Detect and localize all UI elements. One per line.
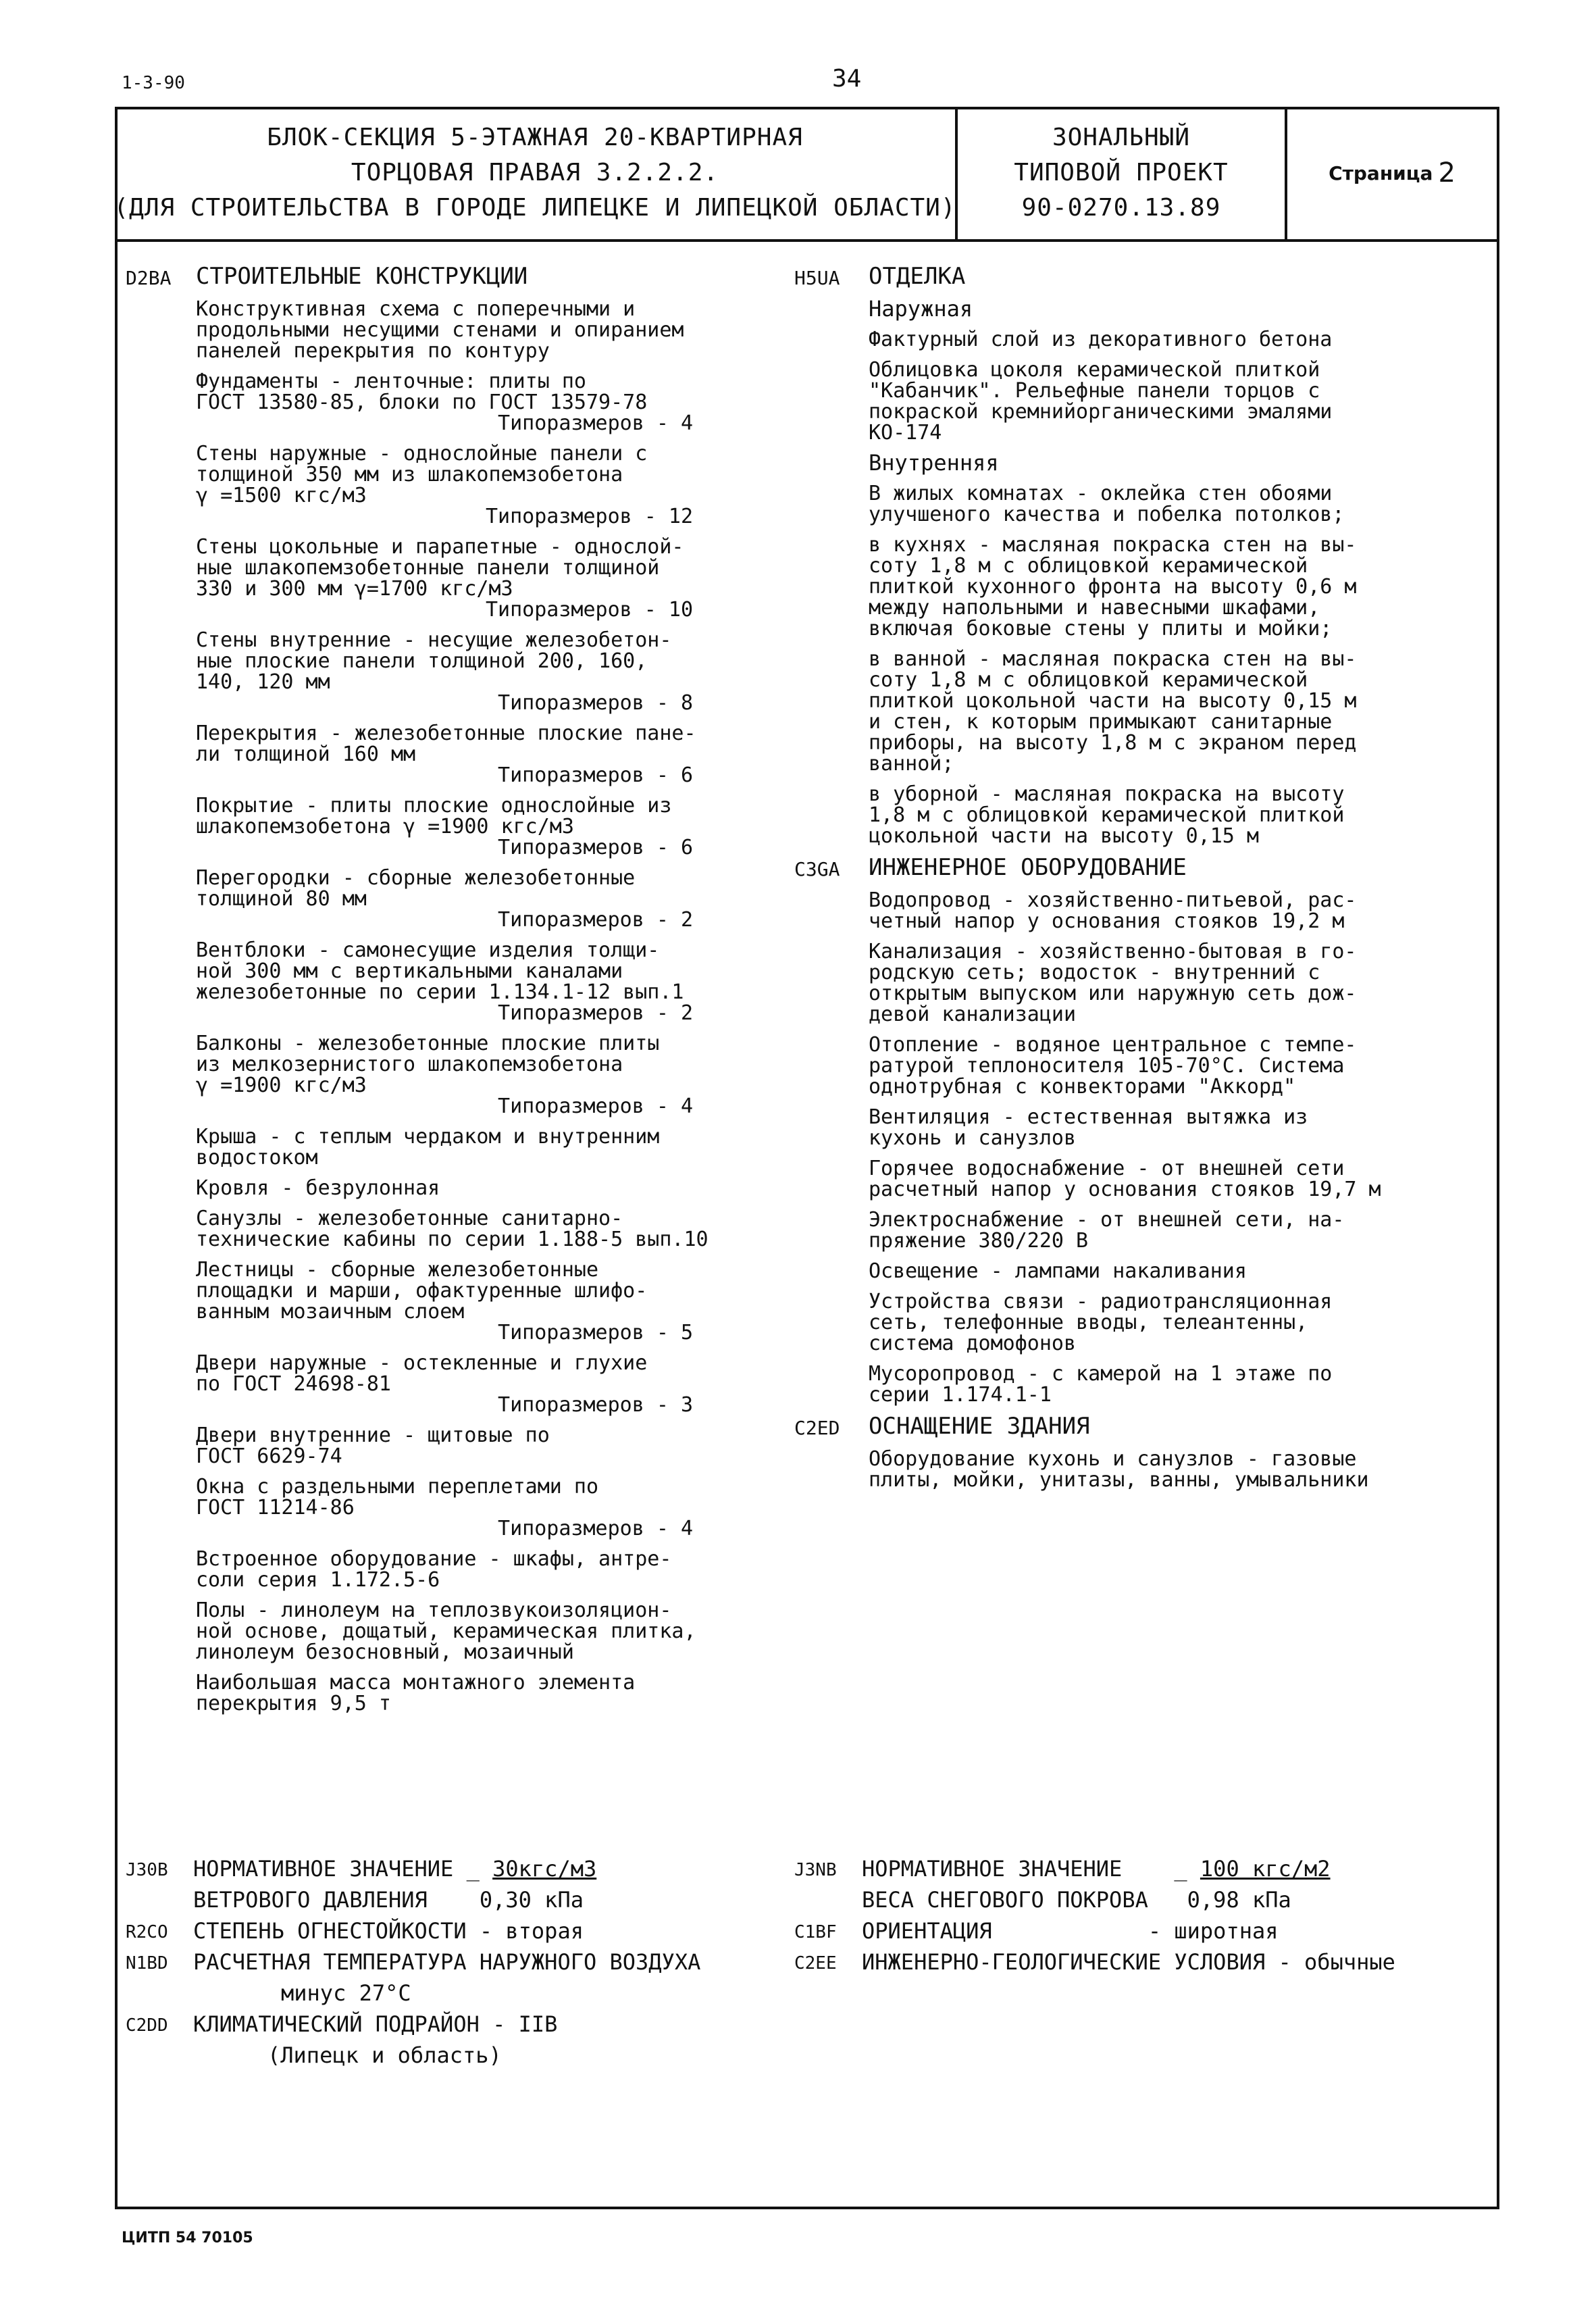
list-item bbox=[196, 299, 774, 361]
item-text: Перегородки - сборные железобетонные толщиной 80 мм bbox=[196, 866, 636, 911]
list-item bbox=[869, 329, 1476, 350]
norm-label: ВЕСА СНЕГОВОГО ПОКРОВА bbox=[862, 1887, 1148, 1913]
item-count: Типоразмеров - 8 bbox=[498, 691, 693, 715]
list-item bbox=[196, 795, 774, 858]
item-count: Типоразмеров - 4 bbox=[498, 411, 693, 435]
item-count: Типоразмеров - 2 bbox=[498, 1001, 693, 1025]
section-code: C2ED bbox=[794, 1417, 840, 1439]
norm-label: ОРИЕНТАЦИЯ bbox=[862, 1918, 992, 1944]
project-line: ЗОНАЛЬНЫЙ bbox=[1052, 124, 1191, 151]
norm-value: 0,98 кПа bbox=[1187, 1887, 1291, 1913]
title-line: БЛОК-СЕКЦИЯ 5-ЭТАЖНАЯ 20-КВАРТИРНАЯ bbox=[267, 124, 803, 151]
finishing-internal-list bbox=[794, 483, 1476, 847]
item-count: Типоразмеров - 2 bbox=[498, 908, 693, 932]
item-text: Санузлы - железобетонные санитарно- технические кабины по серии 1.188-5 вып.10 bbox=[196, 1207, 709, 1251]
item-text: Стены внутренние - несущие железобетон- ные плоские панели толщиной 200, 160, 140, 120 мм bbox=[196, 628, 672, 694]
item-text: Кровля - безрулонная bbox=[196, 1176, 440, 1200]
list-item bbox=[196, 1672, 774, 1714]
section-title: ИНЖЕНЕРНОЕ ОБОРУДОВАНИЕ bbox=[869, 854, 1187, 881]
list-item bbox=[869, 1107, 1476, 1149]
item-count: Типоразмеров - 6 bbox=[498, 836, 693, 859]
norm-code: C2DD bbox=[126, 2015, 168, 2036]
list-item bbox=[869, 1449, 1476, 1490]
norm-value: 100 кгс/м2 bbox=[1200, 1856, 1331, 1882]
item-text: Мусоропровод - с камерой на 1 этаже по серии 1.174.1-1 bbox=[869, 1362, 1333, 1407]
section-title: ОСНАЩЕНИЕ ЗДАНИЯ bbox=[869, 1413, 1090, 1440]
norm-label: НОРМАТИВНОЕ ЗНАЧЕНИЕ bbox=[193, 1856, 454, 1882]
norm-code: R2CO bbox=[126, 1922, 168, 1942]
item-text: Вентиляция - естественная вытяжка из кухонь и санузлов bbox=[869, 1105, 1308, 1150]
list-item bbox=[869, 483, 1476, 525]
norms-left bbox=[126, 1857, 774, 2074]
sheet-label: Страница bbox=[1329, 161, 1433, 184]
norm-label: НОРМАТИВНОЕ ЗНАЧЕНИЕ bbox=[862, 1856, 1123, 1882]
list-item bbox=[196, 723, 774, 786]
list-item bbox=[869, 1158, 1476, 1200]
geology-row bbox=[794, 1950, 1483, 1981]
norm-text: ИНЖЕНЕРНО-ГЕОЛОГИЧЕСКИЕ УСЛОВИЯ - обычные bbox=[862, 1949, 1395, 1975]
item-text: Конструктивная схема с поперечными и продольными несущими стенами и опиранием панелей перекрытия по контуру bbox=[196, 297, 684, 363]
item-text: Лестницы - сборные железобетонные площадки и марши, офактуренные шлифо- ванным мозаичным слоем bbox=[196, 1258, 648, 1324]
list-item bbox=[869, 1363, 1476, 1405]
list-item bbox=[869, 941, 1476, 1025]
document-code: 1-3-90 bbox=[122, 73, 185, 93]
list-item bbox=[869, 784, 1476, 847]
sheet-value: 2 bbox=[1438, 157, 1456, 188]
sheet-cell bbox=[1287, 107, 1497, 239]
list-item bbox=[869, 1034, 1476, 1097]
fire-row bbox=[126, 1919, 774, 1950]
item-text: Канализация - хозяйственно-бытовая в го- родскую сеть; водосток - внутренний с открытым выпуском или наружную сеть дож- девой канализации bbox=[869, 940, 1357, 1026]
list-item bbox=[869, 1291, 1476, 1354]
norm-code: C2EE bbox=[794, 1953, 837, 1973]
section-header bbox=[126, 265, 774, 299]
item-text: В жилых комнатах - оклейка стен обоями улучшеного качества и побелка потолков; bbox=[869, 482, 1345, 526]
norm-value: 30кгс/м3 bbox=[492, 1856, 597, 1882]
section-title: ОТДЕЛКА bbox=[869, 263, 966, 290]
section-title: СТРОИТЕЛЬНЫЕ КОНСТРУКЦИИ bbox=[196, 263, 528, 290]
item-text: Балконы - железобетонные плоские плиты из мелкозернистого шлакопемзобетона γ =1900 кгс/м3 bbox=[196, 1032, 660, 1097]
item-text: Полы - линолеум на теплозвукоизоляцион- ной основе, дощатый, керамическая плитка, линолеум безосновный, мозаичный bbox=[196, 1599, 696, 1664]
list-item bbox=[869, 649, 1476, 774]
item-text: Устройства связи - радиотрансляционная сеть, телефонные вводы, телеантенны, система домофонов bbox=[869, 1290, 1333, 1355]
temperature-row bbox=[126, 1981, 774, 2012]
norms-right bbox=[794, 1857, 1483, 1981]
list-item bbox=[196, 1126, 774, 1168]
item-count: Типоразмеров - 4 bbox=[498, 1517, 693, 1540]
item-count: Типоразмеров - 4 bbox=[498, 1095, 693, 1118]
section-header bbox=[794, 265, 1476, 299]
temperature-row bbox=[126, 1950, 774, 1981]
item-count: Типоразмеров - 6 bbox=[498, 763, 693, 787]
norm-code: J3NB bbox=[794, 1860, 837, 1880]
orientation-row bbox=[794, 1919, 1483, 1950]
list-item bbox=[196, 371, 774, 434]
norm-text: КЛИМАТИЧЕСКИЙ ПОДРАЙОН - IIВ bbox=[193, 2011, 558, 2037]
title-cell bbox=[115, 107, 958, 239]
wind-norm-row bbox=[126, 1888, 774, 1919]
norm-text bbox=[193, 1888, 584, 1912]
snow-norm-row bbox=[794, 1888, 1483, 1919]
section-header bbox=[794, 1415, 1476, 1449]
right-column bbox=[794, 265, 1476, 1500]
section-code: C3GA bbox=[794, 858, 840, 880]
item-text: Электроснабжение - от внешней сети, на- пряжение 380/220 В bbox=[869, 1208, 1345, 1253]
list-item bbox=[869, 359, 1476, 443]
norm-text bbox=[862, 1919, 1279, 1943]
list-item bbox=[196, 1549, 774, 1590]
constructions-list bbox=[126, 299, 774, 1714]
item-text: Фундаменты - ленточные: плиты по ГОСТ 13580-85, блоки по ГОСТ 13579-78 bbox=[196, 370, 648, 414]
item-text: Стены наружные - однослойные панели с толщиной 350 мм из шлакопемзобетона γ =1500 кгс/м3 bbox=[196, 442, 648, 507]
wind-norm-row bbox=[126, 1857, 774, 1888]
item-text: в ванной - масляная покраска стен на вы- соту 1,8 м с облицовкой керамической плиткой цокольной части на высоту 0,15 м и стен, к которым примыкают санитарные приборы, на высоту 1,8 м с экраном перед ванной; bbox=[869, 647, 1357, 776]
norm-text: НОРМАТИВНОЕ ЗНАЧЕНИЕ _ 100 кгс/м2 bbox=[862, 1856, 1331, 1882]
item-count: Типоразмеров - 10 bbox=[485, 598, 693, 622]
section-code: D2BA bbox=[126, 267, 172, 289]
norm-text: минус 27°С bbox=[281, 1980, 411, 2006]
item-text: в уборной - масляная покраска на высоту 1,8 м с облицовкой керамической плиткой цокольной части на высоту 0,15 м bbox=[869, 782, 1345, 848]
list-item bbox=[869, 1261, 1476, 1282]
item-text: Покрытие - плиты плоские однослойные из шлакопемзобетона γ =1900 кгс/м3 bbox=[196, 794, 672, 838]
norm-text: (Липецк и область) bbox=[267, 2042, 502, 2068]
list-item bbox=[196, 940, 774, 1024]
item-text: Стены цокольные и парапетные - однослой- ные шлакопемзобетонные панели толщиной 330 и 300 мм γ=1700 кгс/м3 bbox=[196, 535, 684, 601]
project-line: 90-0270.13.89 bbox=[1021, 194, 1221, 222]
item-text: Наибольшая масса монтажного элемента перекрытия 9,5 т bbox=[196, 1671, 636, 1715]
item-count: Типоразмеров - 12 bbox=[485, 505, 693, 528]
list-item bbox=[196, 1208, 774, 1250]
list-item bbox=[869, 1209, 1476, 1251]
section-header bbox=[794, 856, 1476, 890]
list-item bbox=[869, 534, 1476, 639]
climate-row bbox=[126, 2043, 774, 2074]
norm-label: ВЕТРОВОГО ДАВЛЕНИЯ bbox=[193, 1887, 428, 1913]
engineering-list bbox=[794, 890, 1476, 1405]
finishing-external-list bbox=[794, 329, 1476, 443]
norm-code: J30B bbox=[126, 1860, 168, 1880]
norm-text: НОРМАТИВНОЕ ЗНАЧЕНИЕ _ 30кгс/м3 bbox=[193, 1856, 597, 1882]
list-item bbox=[196, 536, 774, 620]
item-text: Окна с раздельными переплетами по ГОСТ 11214-86 bbox=[196, 1475, 599, 1519]
title-block bbox=[115, 107, 1499, 242]
item-text: Фактурный слой из декоративного бетона bbox=[869, 328, 1333, 351]
list-item bbox=[196, 1600, 774, 1663]
list-item bbox=[196, 443, 774, 527]
section-code: H5UA bbox=[794, 267, 840, 289]
item-text: Двери внутренние - щитовые по ГОСТ 6629-74 bbox=[196, 1424, 550, 1468]
item-text: Отопление - водяное центральное с темпе- ратурой теплоносителя 105-70°С. Система однотрубная с конвекторами "Аккорд" bbox=[869, 1033, 1357, 1099]
list-item bbox=[196, 630, 774, 713]
list-item bbox=[869, 890, 1476, 932]
item-text: Освещение - лампами накаливания bbox=[869, 1259, 1247, 1283]
list-item bbox=[196, 867, 774, 930]
norm-code: N1BD bbox=[126, 1953, 168, 1973]
printer-mark: ЦИТП 54 70105 bbox=[122, 2230, 253, 2246]
project-line: ТИПОВОЙ ПРОЕКТ bbox=[1014, 159, 1229, 186]
list-item bbox=[196, 1033, 774, 1117]
norm-text: РАСЧЕТНАЯ ТЕМПЕРАТУРА НАРУЖНОГО ВОЗДУХА bbox=[193, 1949, 701, 1975]
list-item bbox=[196, 1259, 774, 1343]
norm-value: 0,30 кПа bbox=[479, 1887, 584, 1913]
norm-code: C1BF bbox=[794, 1922, 837, 1942]
item-text: Встроенное оборудование - шкафы, антре- соли серия 1.172.5-6 bbox=[196, 1547, 672, 1592]
item-text: Оборудование кухонь и санузлов - газовые плиты, мойки, унитазы, ванны, умывальники bbox=[869, 1447, 1369, 1492]
constructions-section bbox=[126, 265, 774, 1724]
list-item bbox=[196, 1353, 774, 1415]
item-text: Двери наружные - остекленные и глухие по ГОСТ 24698-81 bbox=[196, 1351, 648, 1396]
project-cell bbox=[958, 107, 1287, 239]
item-text: Вентблоки - самонесущие изделия толщи- ной 300 мм с вертикальными каналами железобетонные по серии 1.134.1-12 вып.1 bbox=[196, 938, 684, 1004]
item-text: в кухнях - масляная покраска стен на вы- соту 1,8 м с облицовкой керамической плиткой кухонного фронта на высоту 0,6 м между напольными и навесными шкафами, включая боковые стены у плиты и мойки; bbox=[869, 533, 1357, 640]
item-count: Типоразмеров - 3 bbox=[498, 1393, 693, 1417]
item-text: Горячее водоснабжение - от внешней сети расчетный напор у основания стояков 19,7 м bbox=[869, 1157, 1381, 1201]
list-item bbox=[196, 1425, 774, 1467]
title-line: ТОРЦОВАЯ ПРАВАЯ 3.2.2.2. bbox=[351, 159, 719, 186]
snow-norm-row bbox=[794, 1857, 1483, 1888]
list-item bbox=[196, 1178, 774, 1199]
page-number: 34 bbox=[832, 65, 862, 93]
list-item bbox=[196, 1476, 774, 1539]
finishing-internal-label: Внутренняя bbox=[869, 450, 999, 476]
climate-row bbox=[126, 2012, 774, 2043]
item-text: Крыша - с теплым чердаком и внутренним водостоком bbox=[196, 1125, 660, 1169]
finishing-external-label: Наружная bbox=[869, 296, 973, 322]
item-count: Типоразмеров - 5 bbox=[498, 1321, 693, 1344]
item-text: Облицовка цоколя керамической плиткой "Кабанчик". Рельефные панели торцов с покраской кремнийорганическими эмалями КО-174 bbox=[869, 358, 1333, 445]
item-text: Водопровод - хозяйственно-питьевой, рас- четный напор у основания стояков 19,2 м bbox=[869, 888, 1357, 933]
title-line: (ДЛЯ СТРОИТЕЛЬСТВА В ГОРОДЕ ЛИПЕЦКЕ И ЛИПЕЦКОЙ ОБЛАСТИ) bbox=[113, 194, 956, 222]
norm-text bbox=[862, 1888, 1291, 1912]
norm-value: - широтная bbox=[1148, 1918, 1279, 1944]
norm-text: СТЕПЕНЬ ОГНЕСТОЙКОСТИ - вторая bbox=[193, 1918, 584, 1944]
item-text: Перекрытия - железобетонные плоские пане- ли толщиной 160 мм bbox=[196, 722, 696, 766]
